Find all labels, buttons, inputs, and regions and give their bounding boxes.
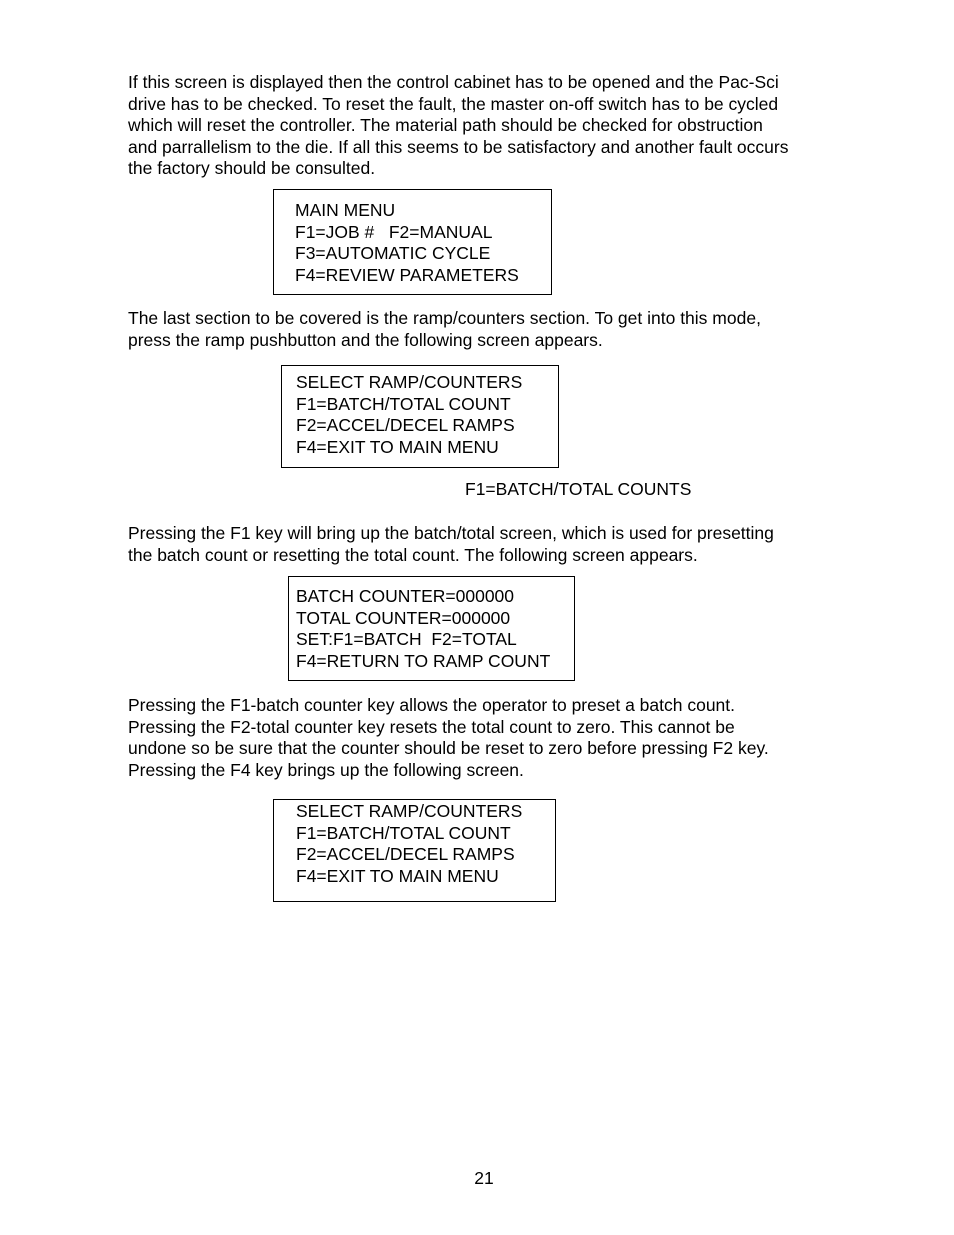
- text-line: undone so be sure that the counter should be reset to zero before pressing F2 key.: [128, 738, 769, 758]
- paragraph-counter-keys: [128, 695, 848, 781]
- page-number: 21: [474, 1168, 494, 1188]
- text-line: press the ramp pushbutton and the following screen appears.: [128, 329, 603, 350]
- screen-line: F2=ACCEL/DECEL RAMPS: [296, 415, 515, 435]
- paragraph-batch-total-intro: [128, 523, 848, 566]
- text-line: drive has to be checked. To reset the fault, the master on-off switch has to be cycled: [128, 93, 779, 114]
- text-line: Pressing the F2-total counter key resets the total count to zero. This cannot be: [128, 716, 735, 737]
- screen-line: BATCH COUNTER=000000: [296, 586, 515, 606]
- text-line: If this screen is displayed then the control cabinet has to be opened and the Pac-Sci: [128, 72, 779, 92]
- screen-line: SELECT RAMP/COUNTERS: [296, 801, 523, 821]
- text-line: the batch count or resetting the total count. The following screen appears.: [128, 544, 698, 565]
- ramp-counters-screen-box: [281, 365, 559, 468]
- section-heading: F1=BATCH/TOTAL COUNTS: [465, 479, 692, 499]
- screen-line: F4=EXIT TO MAIN MENU: [296, 436, 499, 457]
- screen-line: TOTAL COUNTER=000000: [296, 607, 511, 628]
- screen-line: F4=RETURN TO RAMP COUNT: [296, 650, 551, 671]
- screen-line: F2=ACCEL/DECEL RAMPS: [296, 844, 515, 864]
- ramp-counters-screen-box-2: [273, 799, 556, 902]
- text-line: Pressing the F1 key will bring up the batch/total screen, which is used for presetting: [128, 523, 774, 543]
- paragraph-fault-reset: [128, 72, 848, 180]
- screen-line: F1=JOB # F2=MANUAL: [295, 221, 493, 242]
- screen-line: F4=EXIT TO MAIN MENU: [296, 865, 499, 886]
- screen-line: SELECT RAMP/COUNTERS: [296, 372, 523, 392]
- screen-line: MAIN MENU: [295, 200, 396, 220]
- screen-line: F3=AUTOMATIC CYCLE: [295, 243, 491, 263]
- screen-line: F4=REVIEW PARAMETERS: [295, 264, 519, 285]
- text-line: and parrallelism to the die. If all this seems to be satisfactory and another fault occurs: [128, 136, 789, 157]
- main-menu-screen-box: [273, 189, 552, 295]
- paragraph-ramp-counters-intro: [128, 308, 848, 351]
- screen-line: F1=BATCH/TOTAL COUNT: [296, 822, 511, 843]
- text-line: The last section to be covered is the ramp/counters section. To get into this mode,: [128, 308, 761, 328]
- screen-line: SET:F1=BATCH F2=TOTAL: [296, 629, 517, 649]
- text-line: the factory should be consulted.: [128, 158, 376, 178]
- text-line: which will reset the controller. The material path should be checked for obstruction: [128, 115, 763, 135]
- text-line: Pressing the F4 key brings up the following screen.: [128, 759, 524, 780]
- screen-line: F1=BATCH/TOTAL COUNT: [296, 393, 511, 414]
- batch-total-screen-box: [288, 576, 575, 681]
- text-line: Pressing the F1-batch counter key allows the operator to preset a batch count.: [128, 695, 736, 715]
